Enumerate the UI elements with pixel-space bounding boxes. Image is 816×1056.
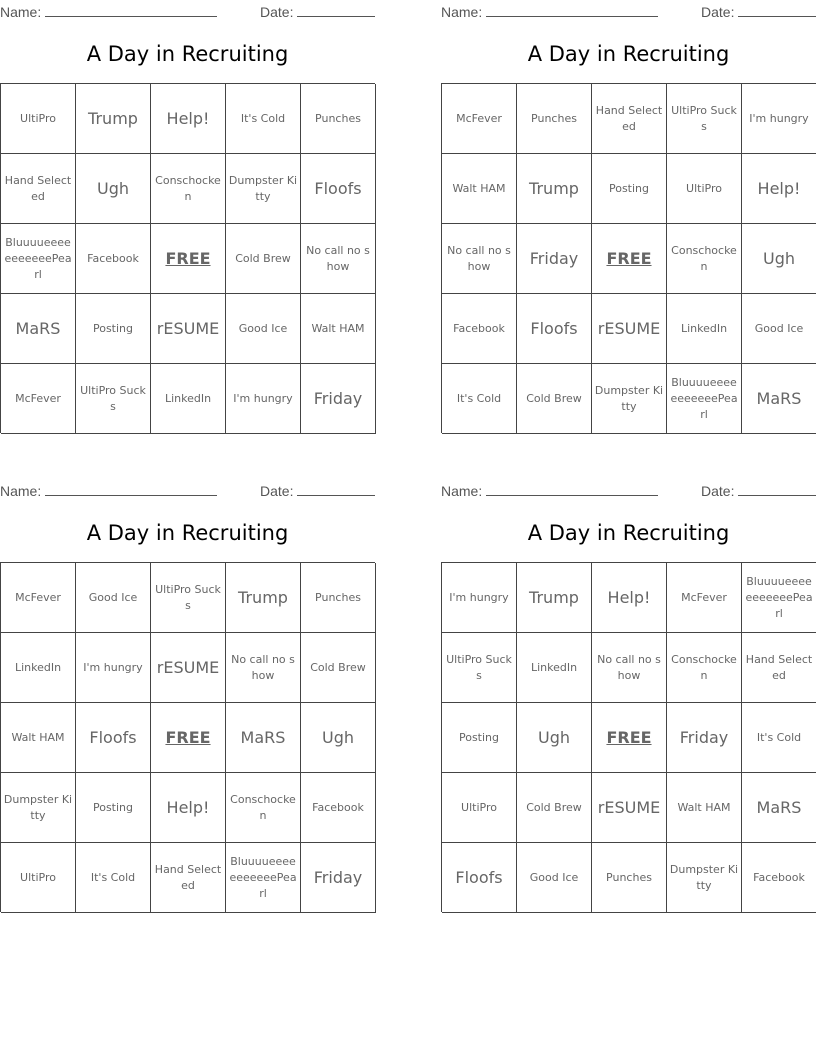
- bingo-cell-text: Posting: [92, 800, 134, 814]
- bingo-cell: [517, 773, 592, 843]
- bingo-cell: [667, 563, 742, 633]
- date-field: [260, 481, 375, 499]
- bingo-cell: [517, 294, 592, 364]
- bingo-cell: [226, 773, 301, 843]
- card-title: A Day in Recruiting: [86, 42, 289, 66]
- bingo-cell-text: rESUME: [597, 797, 661, 817]
- bingo-cell-text: Ugh: [762, 248, 795, 268]
- bingo-cell: [1, 843, 76, 913]
- bingo-cell-text: rESUME: [597, 318, 661, 338]
- bingo-cell-text: I'm hungry: [749, 111, 809, 125]
- bingo-cell: [592, 154, 667, 224]
- bingo-cell-text: UltiPro Sucks: [80, 383, 146, 413]
- bingo-cell-text: rESUME: [156, 657, 220, 677]
- bingo-cell-text: Good Ice: [238, 321, 288, 335]
- bingo-cell: [517, 84, 592, 154]
- bingo-cell-text: Facebook: [87, 251, 139, 265]
- bingo-cell-text: Floofs: [455, 867, 503, 887]
- bingo-cell: [226, 154, 301, 224]
- card-header: [0, 481, 375, 499]
- bingo-cell: [151, 563, 226, 633]
- bingo-grid: [0, 562, 375, 912]
- free-space-cell: [151, 224, 226, 294]
- bingo-cell: [742, 154, 816, 224]
- bingo-cell-text: Walt HAM: [452, 181, 506, 195]
- bingo-cell-text: Punches: [315, 590, 361, 604]
- bingo-cell-text: Ugh: [96, 178, 129, 198]
- bingo-cell: [151, 294, 226, 364]
- card-title: A Day in Recruiting: [86, 521, 289, 545]
- bingo-cell-text: It's Cold: [240, 111, 286, 125]
- bingo-cell-text: No call no show: [231, 652, 295, 682]
- date-line: [297, 2, 375, 17]
- bingo-cell: [442, 294, 517, 364]
- bingo-cell: [442, 364, 517, 434]
- bingo-cell: [151, 843, 226, 913]
- bingo-cell-text: Cold Brew: [310, 660, 366, 674]
- bingo-cell: [226, 294, 301, 364]
- bingo-cell-text: Help!: [757, 178, 801, 198]
- bingo-cell-text: Ugh: [321, 727, 354, 747]
- bingo-cell-text: Punches: [315, 111, 361, 125]
- bingo-cell: [742, 294, 816, 364]
- bingo-cell: [1, 563, 76, 633]
- bingo-cell: [592, 294, 667, 364]
- bingo-cell-text: Friday: [313, 388, 363, 408]
- bingo-cell: [301, 364, 376, 434]
- card-header: [441, 2, 816, 20]
- bingo-cell-text: Dumpster Kitty: [228, 173, 298, 203]
- date-line: [738, 2, 816, 17]
- bingo-cell: [667, 84, 742, 154]
- bingo-cell: [76, 294, 151, 364]
- bingo-cell: [301, 633, 376, 703]
- bingo-cell: [301, 703, 376, 773]
- bingo-cell: [1, 294, 76, 364]
- name-line: [486, 2, 658, 17]
- bingo-cell-text: MaRS: [756, 797, 802, 817]
- bingo-cell: [151, 364, 226, 434]
- bingo-cell: [667, 364, 742, 434]
- bingo-cell: [592, 364, 667, 434]
- date-field: [701, 2, 816, 20]
- bingo-cell: [442, 843, 517, 913]
- bingo-cell-text: UltiPro Sucks: [446, 652, 512, 682]
- bingo-cell-text: Walt HAM: [11, 730, 65, 744]
- bingo-cell-text: Trump: [88, 108, 138, 128]
- bingo-card-1: [0, 0, 375, 440]
- date-label: Date:: [701, 4, 735, 20]
- bingo-cell-text: I'm hungry: [233, 391, 293, 405]
- bingo-cell: [592, 843, 667, 913]
- bingo-cell: [76, 364, 151, 434]
- bingo-cell-text: Conschocken: [671, 243, 737, 273]
- name-field: [441, 2, 658, 20]
- bingo-cell: [301, 773, 376, 843]
- bingo-cell-text: Help!: [166, 797, 210, 817]
- bingo-cell-text: Good Ice: [529, 870, 579, 884]
- bingo-cell: [301, 563, 376, 633]
- bingo-cell-text: Conschocken: [155, 173, 221, 203]
- bingo-cell: [517, 224, 592, 294]
- bingo-cell-text: Punches: [531, 111, 577, 125]
- bingo-cell-text: MaRS: [240, 727, 286, 747]
- bingo-cell-text: Hand Selected: [745, 652, 813, 682]
- bingo-cell: [1, 154, 76, 224]
- bingo-cell-text: It's Cold: [90, 870, 136, 884]
- bingo-grid: [441, 562, 816, 912]
- bingo-cell-text: Hand Selected: [4, 173, 72, 203]
- name-field: [441, 481, 658, 499]
- bingo-cell-text: Friday: [313, 867, 363, 887]
- bingo-cell: [667, 773, 742, 843]
- date-field: [701, 481, 816, 499]
- bingo-cell-text: McFever: [456, 111, 502, 125]
- bingo-cell-text: Floofs: [530, 318, 578, 338]
- bingo-cell: [1, 84, 76, 154]
- bingo-cell: [301, 843, 376, 913]
- bingo-cell: [151, 84, 226, 154]
- bingo-cell: [1, 633, 76, 703]
- bingo-cell: [301, 224, 376, 294]
- name-field: [0, 481, 217, 499]
- bingo-cell-text: Cold Brew: [526, 391, 582, 405]
- bingo-cell: [742, 84, 816, 154]
- bingo-cell: [442, 224, 517, 294]
- bingo-grid: [441, 83, 816, 433]
- bingo-cell: [742, 773, 816, 843]
- bingo-cell-text: UltiPro: [20, 111, 56, 125]
- bingo-cell-text: Floofs: [89, 727, 137, 747]
- name-field: [0, 2, 217, 20]
- bingo-cell: [76, 703, 151, 773]
- name-line: [486, 481, 658, 496]
- date-label: Date:: [260, 483, 294, 499]
- bingo-cell-text: No call no show: [306, 243, 370, 273]
- bingo-cell-text: It's Cold: [456, 391, 502, 405]
- bingo-cell-text: Help!: [166, 108, 210, 128]
- bingo-cell-text: FREE: [606, 727, 652, 747]
- bingo-cell: [742, 224, 816, 294]
- bingo-cell: [1, 364, 76, 434]
- bingo-cell-text: Floofs: [314, 178, 362, 198]
- bingo-cell-text: rESUME: [156, 318, 220, 338]
- bingo-cell: [592, 773, 667, 843]
- bingo-cell-text: LinkedIn: [680, 321, 728, 335]
- bingo-cell-text: MaRS: [15, 318, 61, 338]
- bingo-cell: [76, 633, 151, 703]
- bingo-cell-text: Hand Selected: [154, 862, 222, 892]
- bingo-cell-text: Hand Selected: [595, 103, 663, 133]
- bingo-card-3: [0, 479, 375, 919]
- bingo-cell: [301, 294, 376, 364]
- bingo-cell-text: Trump: [238, 587, 288, 607]
- bingo-cell: [226, 703, 301, 773]
- bingo-card-4: [441, 479, 816, 919]
- date-label: Date:: [260, 4, 294, 20]
- bingo-cell-text: McFever: [681, 590, 727, 604]
- bingo-cell: [442, 84, 517, 154]
- bingo-cell: [226, 843, 301, 913]
- bingo-cell-text: Posting: [608, 181, 650, 195]
- date-line: [297, 481, 375, 496]
- bingo-cell-text: BluuuueeeeeeeeeeePearl: [670, 375, 738, 421]
- bingo-cell: [517, 563, 592, 633]
- bingo-cell: [742, 633, 816, 703]
- bingo-cell: [667, 843, 742, 913]
- bingo-cell-text: LinkedIn: [14, 660, 62, 674]
- bingo-cell: [442, 154, 517, 224]
- bingo-cell: [151, 773, 226, 843]
- bingo-cell: [1, 703, 76, 773]
- bingo-cell-text: Conschocken: [671, 652, 737, 682]
- bingo-cell-text: Dumpster Kitty: [594, 383, 664, 413]
- bingo-cell-text: Walt HAM: [677, 800, 731, 814]
- bingo-cell-text: BluuuueeeeeeeeeeePearl: [745, 574, 813, 620]
- card-title: A Day in Recruiting: [527, 521, 730, 545]
- bingo-cell-text: UltiPro Sucks: [671, 103, 737, 133]
- bingo-cell: [1, 224, 76, 294]
- free-space-cell: [592, 703, 667, 773]
- bingo-grid: [0, 83, 375, 433]
- bingo-cell-text: Facebook: [453, 321, 505, 335]
- name-label: Name:: [0, 4, 42, 20]
- bingo-cell: [226, 563, 301, 633]
- bingo-cell-text: Trump: [529, 587, 579, 607]
- free-space-cell: [151, 703, 226, 773]
- bingo-cell-text: BluuuueeeeeeeeeeePearl: [4, 235, 72, 281]
- bingo-cell: [76, 154, 151, 224]
- bingo-cell: [226, 633, 301, 703]
- bingo-cell-text: UltiPro: [20, 870, 56, 884]
- bingo-cell-text: Friday: [529, 248, 579, 268]
- bingo-cell: [226, 364, 301, 434]
- bingo-cell: [76, 843, 151, 913]
- bingo-cell: [517, 703, 592, 773]
- bingo-cell-text: BluuuueeeeeeeeeeePearl: [229, 854, 297, 900]
- bingo-cell: [301, 84, 376, 154]
- bingo-cell-text: Dumpster Kitty: [3, 792, 73, 822]
- bingo-cell-text: I'm hungry: [449, 590, 509, 604]
- bingo-card-2: [441, 0, 816, 440]
- date-label: Date:: [701, 483, 735, 499]
- bingo-cell-text: Good Ice: [754, 321, 804, 335]
- bingo-cell-text: UltiPro: [461, 800, 497, 814]
- bingo-cell-text: LinkedIn: [164, 391, 212, 405]
- bingo-cell-text: McFever: [15, 391, 61, 405]
- bingo-cell-text: Facebook: [312, 800, 364, 814]
- bingo-cell: [76, 84, 151, 154]
- bingo-cell: [742, 364, 816, 434]
- bingo-cell: [442, 773, 517, 843]
- bingo-cell-text: FREE: [165, 727, 211, 747]
- bingo-cell-text: MaRS: [756, 388, 802, 408]
- bingo-cell: [742, 703, 816, 773]
- bingo-cell-text: FREE: [606, 248, 652, 268]
- bingo-cell-text: Facebook: [753, 870, 805, 884]
- bingo-cell-text: Trump: [529, 178, 579, 198]
- bingo-cell: [742, 563, 816, 633]
- bingo-cell-text: Cold Brew: [526, 800, 582, 814]
- name-line: [45, 2, 217, 17]
- bingo-cell: [667, 224, 742, 294]
- name-line: [45, 481, 217, 496]
- bingo-cell: [592, 84, 667, 154]
- bingo-cell: [226, 84, 301, 154]
- card-header: [441, 481, 816, 499]
- bingo-cell-text: UltiPro Sucks: [155, 582, 221, 612]
- bingo-cell: [442, 703, 517, 773]
- date-line: [738, 481, 816, 496]
- bingo-cell: [517, 843, 592, 913]
- bingo-cell: [742, 843, 816, 913]
- bingo-cell-text: No call no show: [447, 243, 511, 273]
- bingo-cell: [442, 563, 517, 633]
- bingo-cell-text: McFever: [15, 590, 61, 604]
- bingo-cell: [592, 563, 667, 633]
- bingo-cell-text: Punches: [606, 870, 652, 884]
- bingo-cell: [1, 773, 76, 843]
- card-header: [0, 2, 375, 20]
- bingo-cell: [226, 224, 301, 294]
- bingo-cell-text: Conschocken: [230, 792, 296, 822]
- bingo-cell: [667, 294, 742, 364]
- bingo-cell-text: Help!: [607, 587, 651, 607]
- bingo-cell: [517, 364, 592, 434]
- free-space-cell: [592, 224, 667, 294]
- bingo-cell: [517, 154, 592, 224]
- bingo-cell: [442, 633, 517, 703]
- bingo-cell-text: No call no show: [597, 652, 661, 682]
- bingo-cell-text: Ugh: [537, 727, 570, 747]
- bingo-cell-text: FREE: [165, 248, 211, 268]
- card-title: A Day in Recruiting: [527, 42, 730, 66]
- name-label: Name:: [0, 483, 42, 499]
- bingo-cell-text: Cold Brew: [235, 251, 291, 265]
- bingo-cell: [667, 154, 742, 224]
- bingo-cell-text: Posting: [92, 321, 134, 335]
- bingo-cell-text: Dumpster Kitty: [669, 862, 739, 892]
- bingo-cell-text: Posting: [458, 730, 500, 744]
- bingo-cell: [667, 703, 742, 773]
- bingo-cell-text: I'm hungry: [83, 660, 143, 674]
- bingo-cell: [301, 154, 376, 224]
- bingo-cell-text: It's Cold: [756, 730, 802, 744]
- bingo-cell: [76, 773, 151, 843]
- bingo-cell: [151, 633, 226, 703]
- date-field: [260, 2, 375, 20]
- name-label: Name:: [441, 483, 483, 499]
- bingo-cell: [76, 224, 151, 294]
- bingo-cell: [592, 633, 667, 703]
- name-label: Name:: [441, 4, 483, 20]
- bingo-cell: [517, 633, 592, 703]
- bingo-cell-text: Friday: [679, 727, 729, 747]
- bingo-cell-text: Walt HAM: [311, 321, 365, 335]
- bingo-cell-text: LinkedIn: [530, 660, 578, 674]
- bingo-cell: [76, 563, 151, 633]
- bingo-cell-text: Good Ice: [88, 590, 138, 604]
- bingo-cell-text: UltiPro: [686, 181, 722, 195]
- bingo-cell: [667, 633, 742, 703]
- bingo-cell: [151, 154, 226, 224]
